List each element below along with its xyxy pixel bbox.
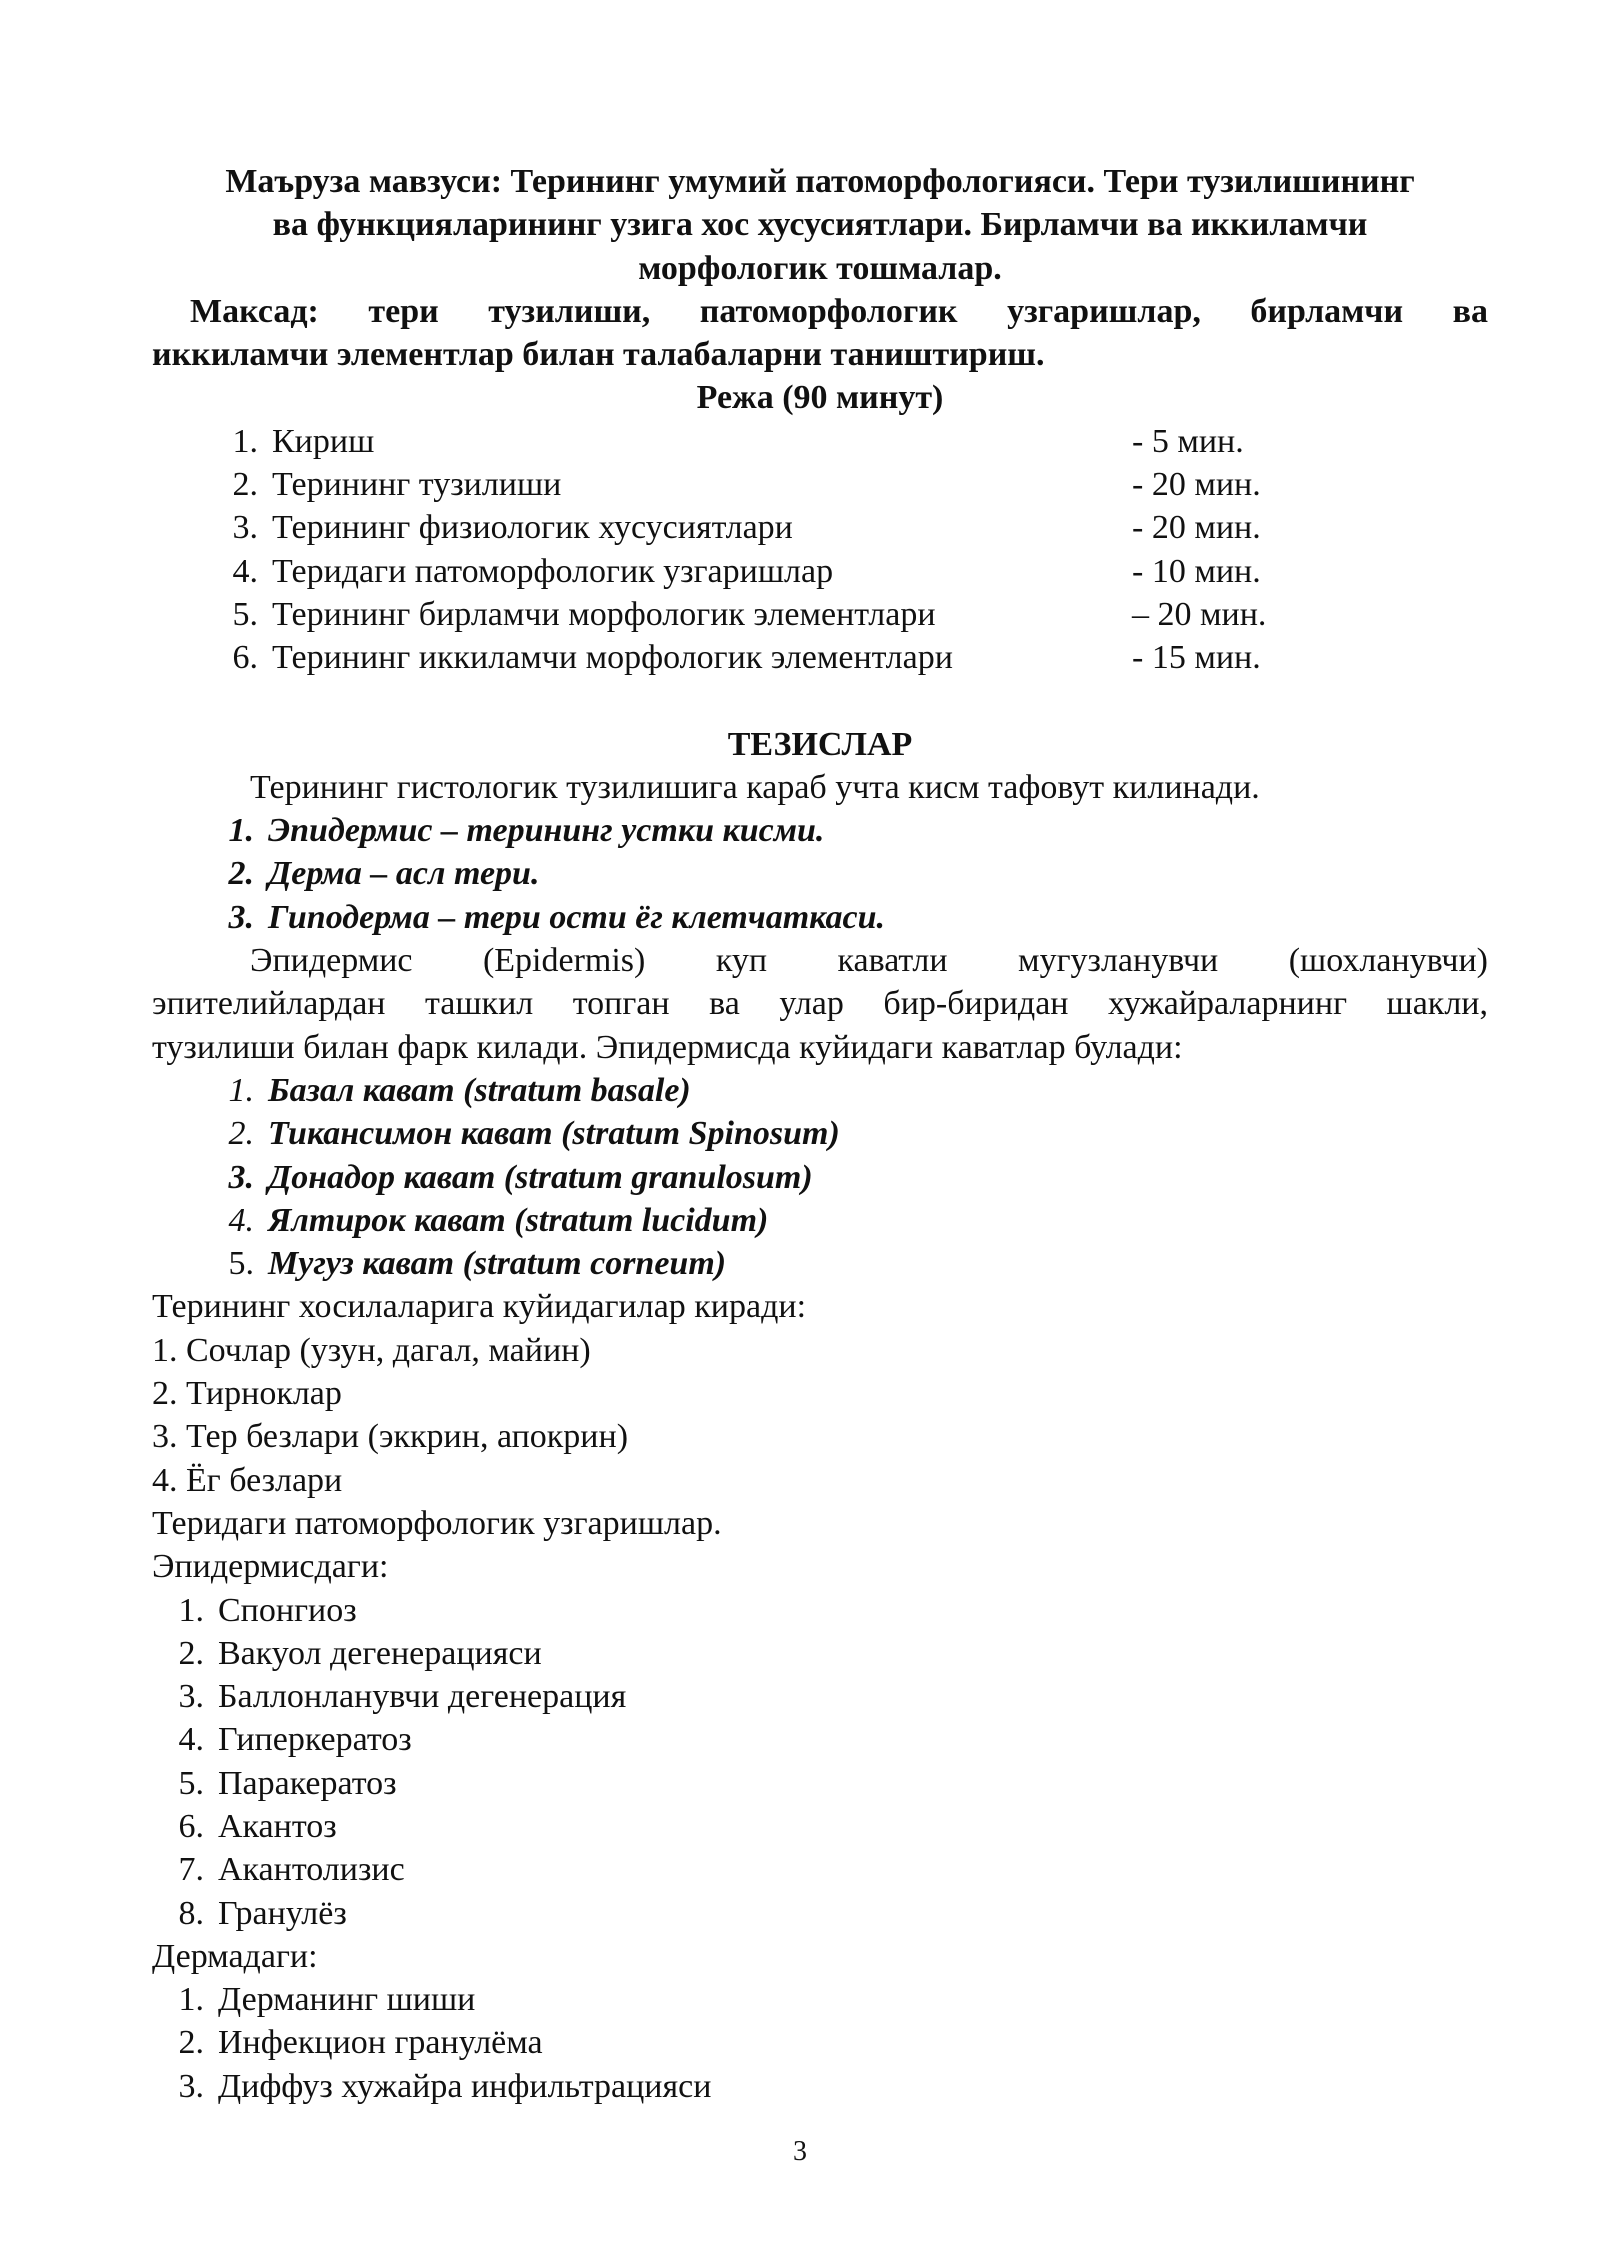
list-item: 2. Инфекцион гранулёма xyxy=(178,2024,543,2062)
list-item: 3. Тер безлари (эккрин, апокрин) xyxy=(152,1418,629,1456)
dermis-changes-heading: Дермадаги: xyxy=(152,1937,318,1975)
goal-line-2: иккиламчи элементлар билан талабаларни таништириш. xyxy=(152,336,1045,374)
list-item: 1. Дерманинг шиши xyxy=(178,1981,476,2019)
plan-item: 2. Терининг тузилиши - 20 мин. xyxy=(232,466,1261,504)
document-page xyxy=(152,160,1488,2108)
plan-item: 4. Теридаги патоморфологик узгаришлар - 10 мин. xyxy=(232,552,1261,590)
list-item: 1. Сочлар (узун, дагал, майин) xyxy=(152,1331,591,1369)
list-item: 4. Ялтирок кават (stratum lucidum) xyxy=(228,1201,769,1239)
list-item: 4. Гиперкератоз xyxy=(178,1721,412,1759)
goal-line-1: Максад: тери тузилиши, патоморфологик узгаришлар, бирламчи ва xyxy=(190,292,1488,330)
skin-parts-list xyxy=(152,809,1488,939)
title-line-2: ва функцияларининг узига хос хусусиятлари. Бирламчи ва иккиламчи xyxy=(272,206,1368,244)
list-item: 1. Базал кават (stratum basale) xyxy=(228,1071,691,1109)
list-item: 8. Гранулёз xyxy=(178,1894,347,1932)
list-item: 3. Диффуз хужайра инфильтрацияси xyxy=(178,2067,712,2105)
epidermis-paragraph: Эпидермис (Epidermis) куп каватли мугузланувчи (шохланувчи) эпителийлардан ташкил топган ва улар бир-биридан хужайраларнинг шакли, тузилиши билан фарк килади. Эпидермисда куйидаги каватлар булади: xyxy=(152,942,1488,1066)
lecture-title xyxy=(152,160,1488,290)
title-line-1: Маъруза мавзуси: Терининг умумий патоморфологияси. Тери тузилишининг xyxy=(225,163,1415,200)
list-item: 7. Акантолизис xyxy=(178,1851,405,1889)
lecture-goal xyxy=(152,290,1488,377)
list-item: 3. Гиподерма – тери ости ёг клетчаткаси. xyxy=(228,898,886,936)
list-item: 3. Донадор кават (stratum granulosum) xyxy=(228,1158,813,1196)
list-item: 2. Дерма – асл тери. xyxy=(228,855,540,893)
list-item: 5. Мугуз кават (stratum corneum) xyxy=(228,1245,727,1283)
plan-item: 5. Терининг бирламчи морфологик элементлари – 20 мин. xyxy=(232,595,1267,633)
list-item: 3. Баллонланувчи дегенерация xyxy=(178,1678,627,1716)
plan-item: 1. Кириш - 5 мин. xyxy=(232,422,1244,460)
plan-list xyxy=(152,420,1488,680)
epidermis-changes-list xyxy=(152,1589,1488,1935)
plan-item: 3. Терининг физиологик хусусиятлари - 20 мин. xyxy=(232,509,1261,547)
plan-heading: Режа (90 минут) xyxy=(696,379,944,417)
list-item: 2. Тирноклар xyxy=(152,1375,342,1413)
changes-heading: Теридаги патоморфологик узгаришлар. xyxy=(152,1504,722,1542)
list-item: 6. Акантоз xyxy=(178,1807,337,1845)
plan-item: 6. Терининг иккиламчи морфологик элементлари - 15 мин. xyxy=(232,639,1261,677)
epidermis-changes-heading: Эпидермисдаги: xyxy=(152,1548,389,1586)
list-item: 2. Тикансимон кават (stratum Spinosum) xyxy=(228,1115,840,1153)
list-item: 4. Ёг безлари xyxy=(152,1461,343,1499)
theses-heading: ТЕЗИСЛАР xyxy=(727,725,913,763)
theses-intro: Терининг гистологик тузилишига караб учта кисм тафовут килинади. xyxy=(250,768,1260,806)
derivatives-heading: Терининг хосилаларига куйидагилар киради: xyxy=(152,1288,807,1326)
epidermis-layers-list xyxy=(152,1069,1488,1285)
list-item: 1. Эпидермис – терининг устки кисми. xyxy=(228,812,825,850)
title-line-3: морфологик тошмалар. xyxy=(638,249,1002,287)
page-number: 3 xyxy=(793,2136,807,2167)
dermis-changes-list xyxy=(152,1978,1488,2108)
list-item: 1. Спонгиоз xyxy=(178,1591,357,1629)
list-item: 2. Вакуол дегенерацияси xyxy=(178,1634,542,1672)
list-item: 5. Паракератоз xyxy=(178,1764,397,1802)
